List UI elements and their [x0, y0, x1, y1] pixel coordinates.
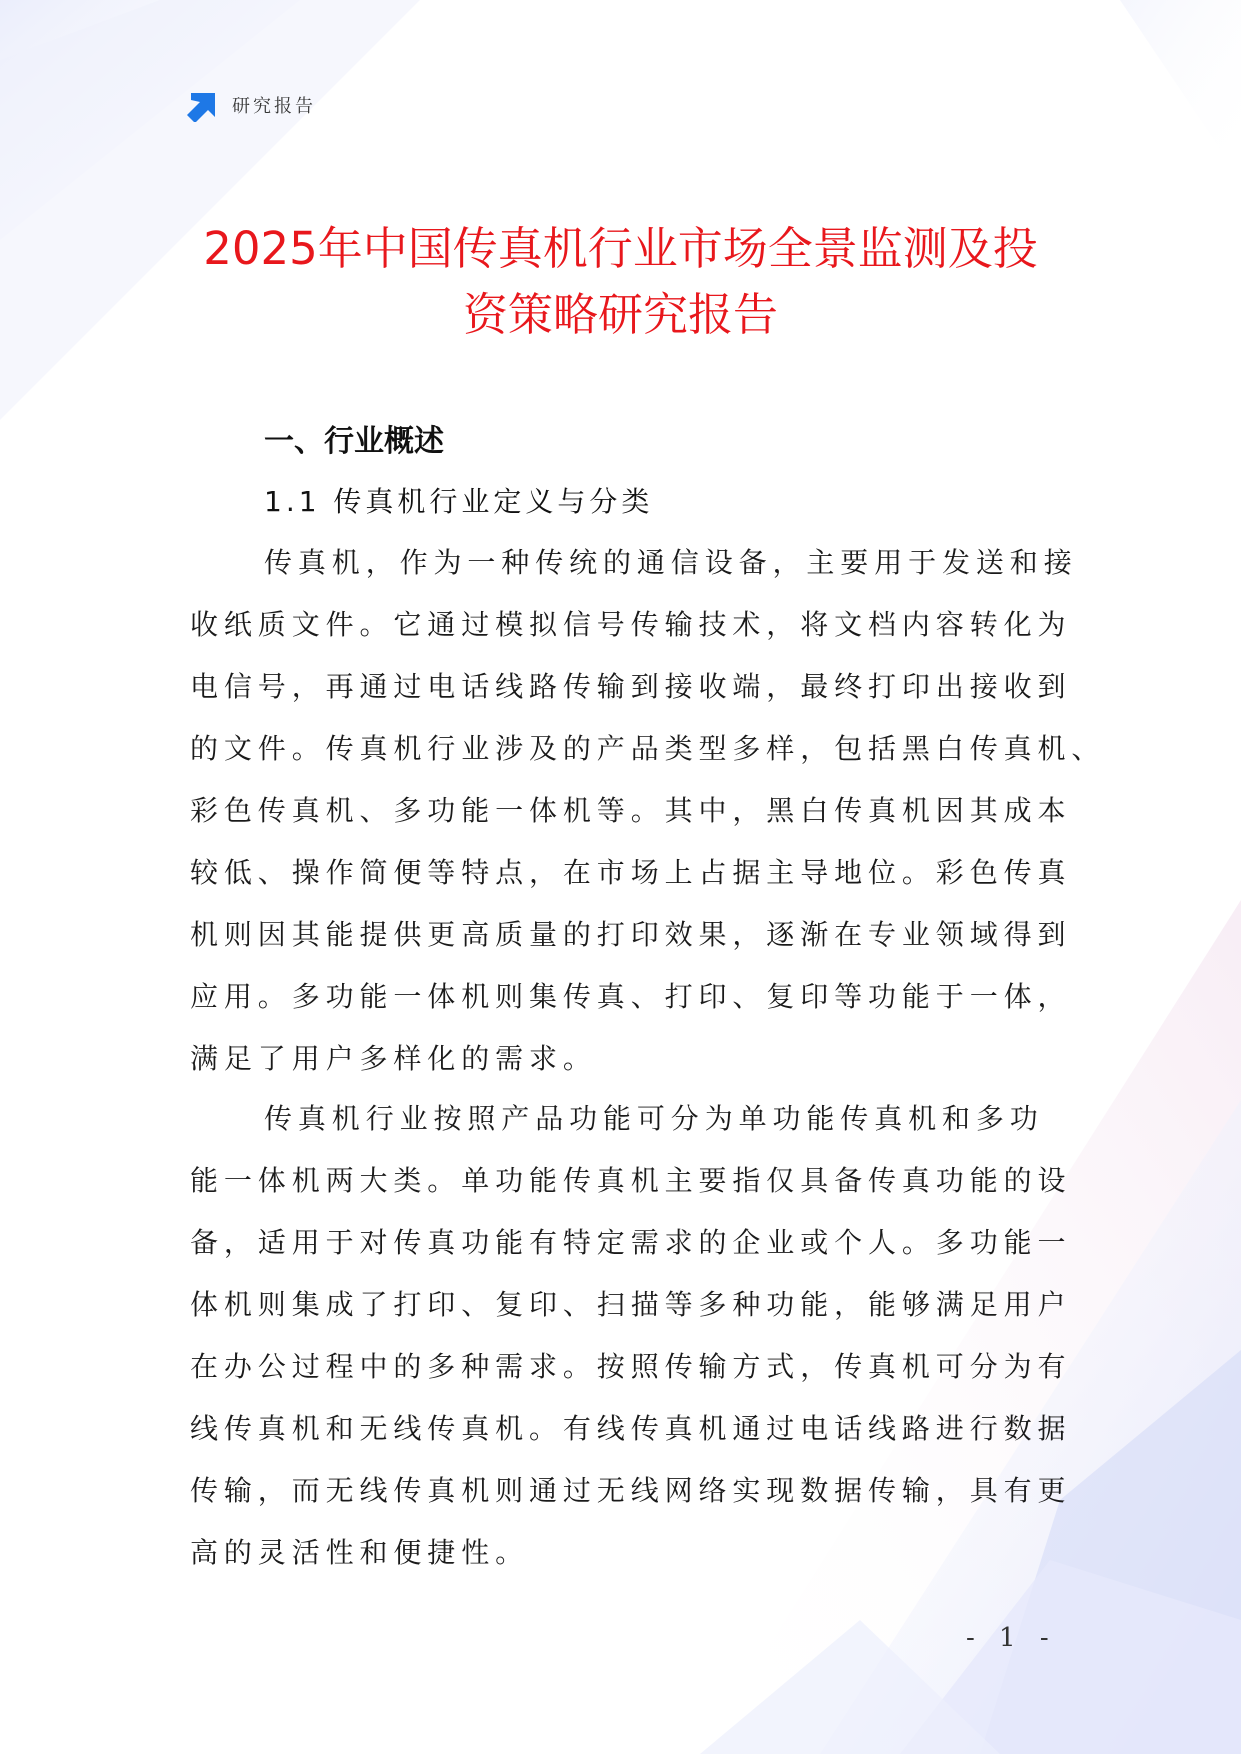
text-line: 体机则集成了打印、复印、扫描等多种功能，能够满足用户 — [190, 1288, 1072, 1321]
brand-header — [186, 88, 316, 122]
text-line: 的文件。传真机行业涉及的产品类型多样，包括黑白传真机、 — [190, 732, 1106, 765]
text-line: 高的灵活性和便捷性。 — [190, 1536, 530, 1569]
subsection-heading: 1.1 传真机行业定义与分类 — [264, 485, 654, 518]
page-number: - 1 - — [966, 1623, 1057, 1653]
text-line: 较低、操作简便等特点，在市场上占据主导地位。彩色传真 — [190, 856, 1072, 889]
document-title — [160, 216, 1081, 348]
text-line: 应用。多功能一体机则集传真、打印、复印等功能于一体， — [190, 980, 1072, 1013]
text-line: 在办公过程中的多种需求。按照传输方式，传真机可分为有 — [190, 1350, 1072, 1383]
title-line: 资策略研究报告 — [462, 288, 778, 341]
text-line: 电信号，再通过电话线路传输到接收端，最终打印出接收到 — [190, 670, 1072, 703]
text-line: 彩色传真机、多功能一体机等。其中，黑白传真机因其成本 — [190, 794, 1072, 827]
text-line: 线传真机和无线传真机。有线传真机通过电话线路进行数据 — [190, 1412, 1072, 1445]
text-line: 收纸质文件。它通过模拟信号传输技术，将文档内容转化为 — [190, 608, 1072, 641]
arrow-up-right-icon — [186, 88, 220, 122]
text-line: 机则因其能提供更高质量的打印效果，逐渐在专业领域得到 — [190, 918, 1072, 951]
text-line: 传真机，作为一种传统的通信设备，主要用于发送和接 — [264, 546, 1078, 579]
text-line: 能一体机两大类。单功能传真机主要指仅具备传真功能的设 — [190, 1164, 1072, 1197]
brand-label: 研究报告 — [232, 96, 316, 117]
text-line: 传输，而无线传真机则通过无线网络实现数据传输，具有更 — [190, 1474, 1072, 1507]
text-line: 备，适用于对传真功能有特定需求的企业或个人。多功能一 — [190, 1226, 1072, 1259]
section-heading: 一、行业概述 — [264, 424, 444, 459]
paragraph-2 — [190, 1088, 1072, 1584]
text-line: 满足了用户多样化的需求。 — [190, 1042, 597, 1075]
title-line: 2025年中国传真机行业市场全景监测及投 — [203, 222, 1038, 275]
text-line: 传真机行业按照产品功能可分为单功能传真机和多功 — [264, 1102, 1044, 1135]
paragraph-1 — [190, 532, 1106, 1090]
